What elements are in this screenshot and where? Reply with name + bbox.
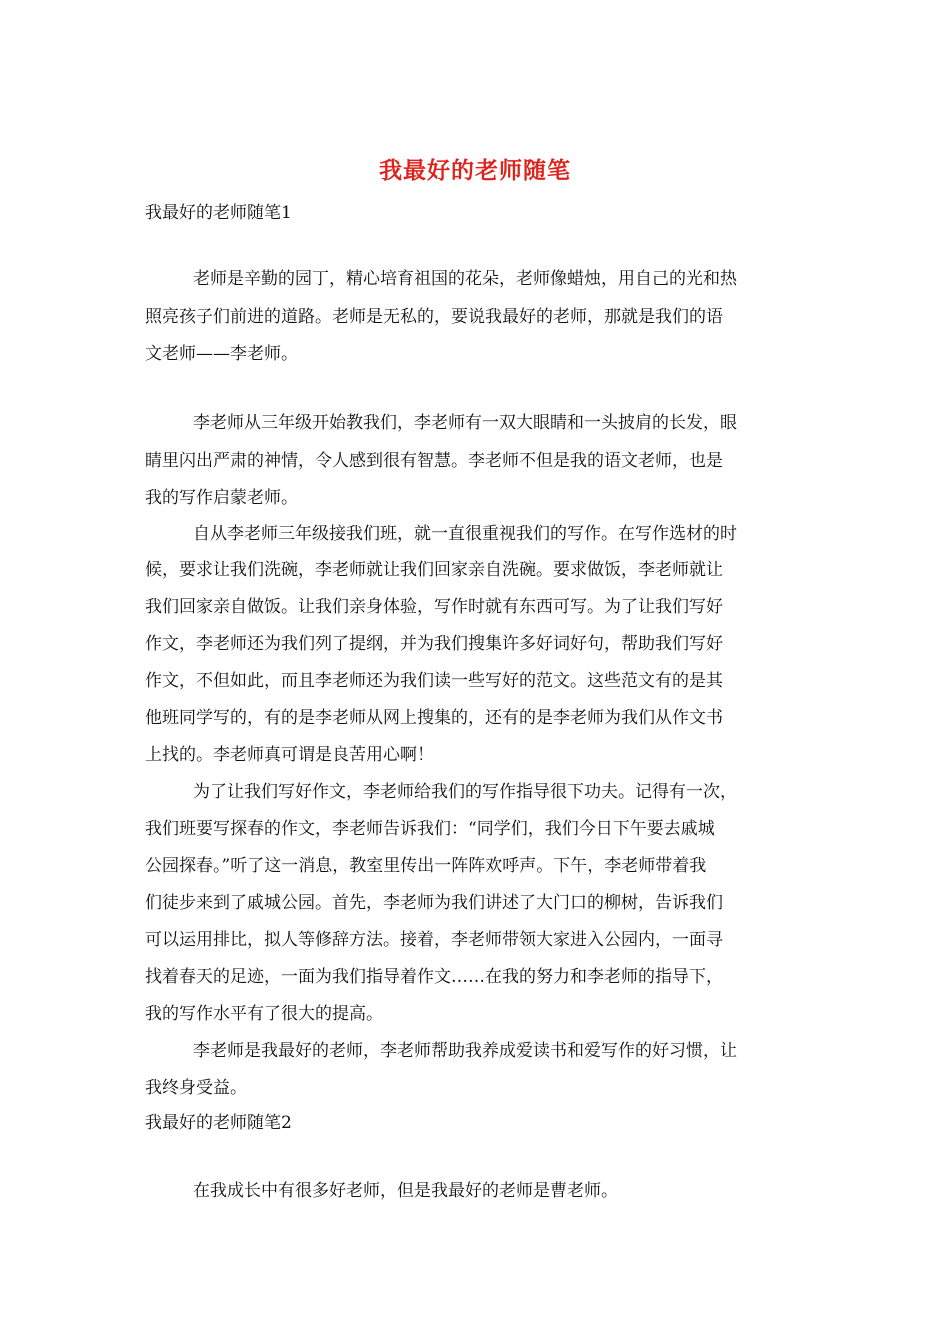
paragraph-line: 我们班要写探春的作文，李老师告诉我们：“同学们，我们今日下午要去戚城: [145, 819, 715, 839]
paragraph-line: 们徒步来到了戚城公园。首先，李老师为我们讲述了大门口的柳树，告诉我们: [145, 893, 723, 913]
paragraph-line: 李老师是我最好的老师，李老师帮助我养成爱读书和爱写作的好习惯，让: [193, 1041, 737, 1061]
document-title: 我最好的老师随笔: [379, 157, 571, 184]
paragraph-line: 上找的。李老师真可谓是良苦用心啊！: [145, 745, 434, 765]
paragraph-line: 公园探春。”听了这一消息，教室里传出一阵阵欢呼声。下午，李老师带着我: [145, 856, 707, 876]
paragraph-line: 睛里闪出严肃的神情，令人感到很有智慧。李老师不但是我的语文老师，也是: [145, 451, 723, 471]
section-heading-2: 我最好的老师随笔2: [145, 1113, 292, 1133]
paragraph-line: 我的写作水平有了很大的提高。: [145, 1004, 383, 1024]
paragraph-line: 作文，李老师还为我们列了提纲，并为我们搜集许多好词好句，帮助我们写好: [145, 634, 723, 654]
paragraph-line: 我们回家亲自做饭。让我们亲身体验，写作时就有东西可写。为了让我们写好: [145, 597, 723, 617]
paragraph-line: 我的写作启蒙老师。: [145, 488, 298, 508]
section-heading-1: 我最好的老师随笔1: [145, 203, 292, 223]
paragraph-line: 文老师——李老师。: [145, 344, 298, 364]
paragraph-line: 为了让我们写好作文，李老师给我们的写作指导很下功夫。记得有一次，: [193, 782, 737, 802]
paragraph-line: 老师是辛勤的园丁，精心培育祖国的花朵，老师像蜡烛，用自己的光和热: [193, 269, 737, 289]
paragraph-line: 找着春天的足迹，一面为我们指导着作文……在我的努力和李老师的指导下，: [145, 967, 723, 987]
paragraph-line: 我终身受益。: [145, 1078, 247, 1098]
paragraph-line: 李老师从三年级开始教我们，李老师有一双大眼睛和一头披肩的长发，眼: [193, 413, 737, 433]
paragraph-line: 照亮孩子们前进的道路。老师是无私的，要说我最好的老师，那就是我们的语: [145, 307, 723, 327]
paragraph-line: 在我成长中有很多好老师，但是我最好的老师是曹老师。: [193, 1181, 618, 1201]
paragraph-line: 候，要求让我们洗碗，李老师就让我们回家亲自洗碗。要求做饭，李老师就让: [145, 560, 723, 580]
paragraph-line: 可以运用排比，拟人等修辞方法。接着，李老师带领大家进入公园内，一面寻: [145, 930, 723, 950]
paragraph-line: 他班同学写的，有的是李老师从网上搜集的，还有的是李老师为我们从作文书: [145, 708, 723, 728]
paragraph-line: 作文，不但如此，而且李老师还为我们读一些写好的范文。这些范文有的是其: [145, 671, 723, 691]
paragraph-line: 自从李老师三年级接我们班，就一直很重视我们的写作。在写作选材的时: [193, 524, 737, 544]
